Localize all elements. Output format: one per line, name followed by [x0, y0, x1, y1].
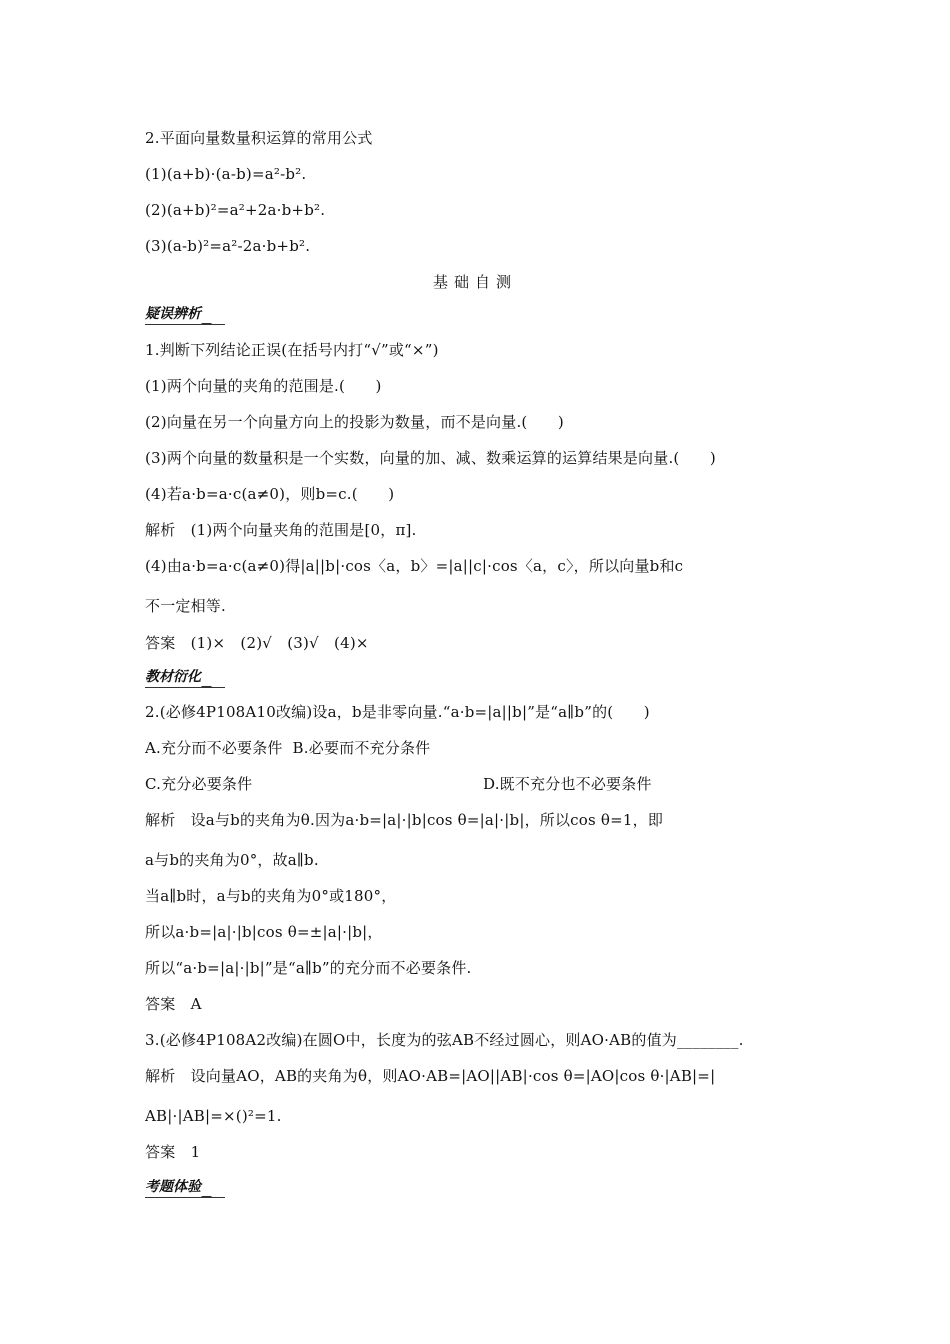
- q2-options-ab: [145, 738, 430, 758]
- q1-s4: (4)若a·b=a·c(a≠0)，则b=c.( ): [145, 485, 395, 503]
- tag-tick-icon: [201, 676, 219, 687]
- tag-tick-icon: [201, 1186, 219, 1197]
- tag-exam: [145, 1178, 225, 1198]
- tag-tick-icon: [201, 313, 219, 324]
- q2-stem: 2.(必修4P108A10改编)设a，b是非零向量.“a·b=|a||b|”是“a∥b”的( ): [145, 703, 650, 721]
- q3-stem: 3.(必修4P108A2改编)在圆O中，长度为的弦AB不经过圆心，则AO·AB的值为________.: [145, 1031, 744, 1049]
- q2-analysis-1: 解析 设a与b的夹角为θ.因为a·b=|a|·|b|cos θ=|a|·|b|，所以cos θ=1，即: [145, 811, 664, 829]
- formula-heading: 2.平面向量数量积运算的常用公式: [145, 129, 373, 147]
- formula-3: (3)(a-b)²=a²-2a·b+b².: [145, 237, 311, 255]
- q2-analysis-3: 当a∥b时，a与b的夹角为0°或180°，: [145, 887, 397, 905]
- tag-textbook: [145, 668, 225, 688]
- q1-analysis-2: (4)由a·b=a·c(a≠0)得|a||b|·cos〈a，b〉=|a||c|·cos〈a，c〉，所以向量b和c: [145, 557, 684, 575]
- q1-stem: 1.判断下列结论正误(在括号内打“√”或“×”): [145, 341, 439, 359]
- section-title: 基础自测: [432, 273, 517, 291]
- q2-option-d: D.既不充分也不必要条件: [483, 775, 652, 793]
- q1-s3: (3)两个向量的数量积是一个实数，向量的加、减、数乘运算的运算结果是向量.( ): [145, 449, 716, 467]
- q1-s2: (2)向量在另一个向量方向上的投影为数量，而不是向量.( ): [145, 413, 564, 431]
- q2-analysis-2: a与b的夹角为0°，故a∥b.: [145, 851, 319, 869]
- q3-analysis-1: 解析 设向量AO，AB的夹角为θ，则AO·AB=|AO||AB|·cos θ=|AO|cos θ·|AB|=|: [145, 1067, 716, 1085]
- q3-analysis-2: AB|·|AB|=×()²=1.: [145, 1107, 282, 1125]
- tag-errors: [145, 305, 225, 325]
- q2-answer: 答案 A: [145, 995, 202, 1013]
- q2-option-b: B.必要而不充分条件: [292, 739, 431, 757]
- q1-s1: (1)两个向量的夹角的范围是.( ): [145, 377, 382, 395]
- q1-analysis-1: 解析 (1)两个向量夹角的范围是[0，π].: [145, 521, 417, 539]
- tag-textbook-label: 教材衍化: [145, 669, 201, 685]
- q2-analysis-5: 所以“a·b=|a|·|b|”是“a∥b”的充分而不必要条件.: [145, 959, 472, 977]
- q1-analysis-3: 不一定相等.: [145, 597, 226, 615]
- q2-options-cd: [145, 774, 805, 794]
- formula-1: (1)(a+b)·(a-b)=a²-b².: [145, 165, 307, 183]
- q3-answer: 答案 1: [145, 1143, 201, 1161]
- q1-answer: 答案 (1)× (2)√ (3)√ (4)×: [145, 634, 369, 652]
- q2-option-c: C.充分必要条件: [145, 775, 253, 793]
- tag-errors-label: 疑误辨析: [145, 306, 201, 322]
- q2-option-a: A.充分而不必要条件: [145, 739, 283, 757]
- formula-2: (2)(a+b)²=a²+2a·b+b².: [145, 201, 326, 219]
- tag-exam-label: 考题体验: [145, 1179, 201, 1195]
- q2-analysis-4: 所以a·b=|a|·|b|cos θ=±|a|·|b|，: [145, 923, 383, 941]
